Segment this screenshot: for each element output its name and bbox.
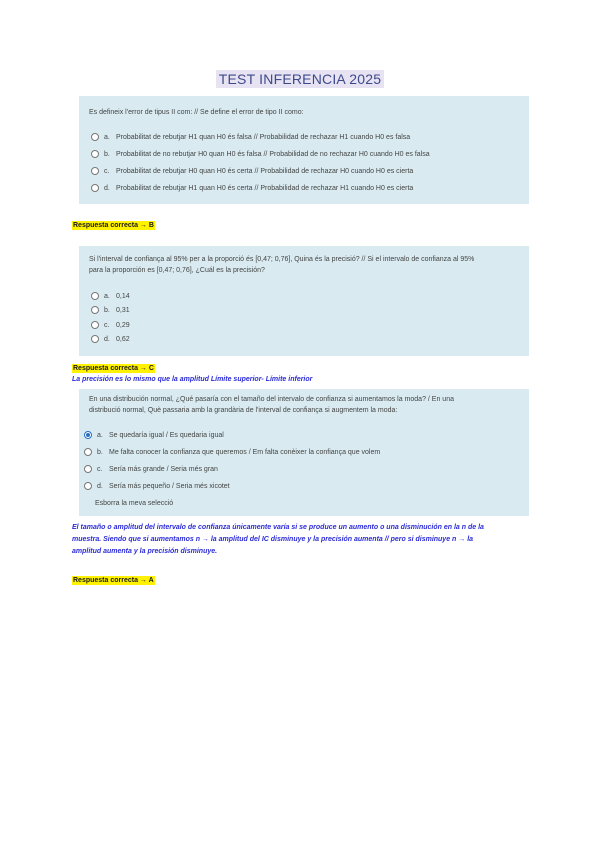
radio-icon[interactable] [84,448,92,456]
option-letter: c. [97,465,103,473]
option-text: Se quedaría igual / Es quedaria igual [109,431,224,439]
radio-icon[interactable] [91,321,99,329]
question-3-box [79,389,529,516]
radio-icon[interactable] [91,133,99,141]
option-text: 0,29 [116,321,130,329]
question-3-option-a[interactable] [84,430,224,440]
question-1-option-b[interactable] [91,149,430,159]
question-2-option-a[interactable] [91,291,130,301]
question-2-note: La precisión es lo mismo que la amplitud Límite superior- Límite inferior [72,376,313,383]
question-2-text-line1: Si l'interval de confiança al 95% per a la proporció és [0,47; 0,76], Quina és la precisió? // Si el intervalo de confianza al 95% [89,256,475,263]
radio-icon[interactable] [91,306,99,314]
option-text: Sería más pequeño / Seria més xicotet [109,482,230,490]
question-1-text: Es defineix l'error de tipus II com: // Se define el error de tipo II como: [89,109,304,116]
radio-icon[interactable] [91,184,99,192]
option-letter: d. [97,482,103,490]
option-letter: b. [104,150,110,158]
option-letter: c. [104,167,110,175]
question-3-note-line2: muestra. Siendo que si aumentamos n → la amplitud del IC disminuye y la precisión aumenta // pero si disminuye n → la [72,536,474,543]
question-2-answer: Respuesta correcta → C [73,365,154,372]
question-2-box [79,246,529,356]
question-3-answer: Respuesta correcta → A [73,577,154,584]
option-letter: b. [97,448,103,456]
question-1-option-c[interactable] [91,166,413,176]
question-3-option-c[interactable] [84,464,218,474]
option-letter: a. [104,292,110,300]
option-text: 0,14 [116,292,130,300]
question-1-option-d[interactable] [91,183,413,193]
question-3-option-b[interactable] [84,447,380,457]
question-3-text-line2: distribució normal, Què passaria amb la grandària de l'interval de confiança si augmentem la moda: [89,407,398,414]
question-2-option-b[interactable] [91,305,130,315]
page-title: TEST INFERENCIA 2025 [216,70,384,88]
question-2-option-d[interactable] [91,334,130,344]
option-letter: b. [104,306,110,314]
question-2-option-c[interactable] [91,320,130,330]
radio-icon[interactable] [91,292,99,300]
question-3-text-line1: En una distribución normal, ¿Qué pasaría con el tamaño del intervalo de confianza si aumentamos la moda? / En una [89,396,454,403]
radio-icon[interactable] [91,167,99,175]
option-text: Probabilitat de rebutjar H1 quan H0 és certa // Probabilidad de rechazar H1 cuando H0 es cierta [116,184,414,192]
radio-icon[interactable] [84,465,92,473]
option-letter: a. [104,133,110,141]
radio-icon[interactable] [84,482,92,490]
option-text: Probabilitat de no rebutjar H0 quan H0 és falsa // Probabilidad de no rechazar H0 cuando H0 es falsa [116,150,430,158]
question-1-box [79,96,529,204]
option-letter: d. [104,184,110,192]
radio-selected-icon[interactable] [84,431,92,439]
question-1-option-a[interactable] [91,132,410,142]
question-3-note-line3: amplitud aumenta y la precisión disminuye. [72,548,218,555]
radio-icon[interactable] [91,335,99,343]
option-letter: c. [104,321,110,329]
option-text: Sería más grande / Seria més gran [109,465,218,473]
radio-icon[interactable] [91,150,99,158]
option-letter: a. [97,431,103,439]
option-text: Me falta conocer la confianza que queremos / Em falta conèixer la confiança que volem [109,448,381,456]
title-wrapper [0,70,600,89]
question-3-text [89,394,454,416]
question-2-text [89,254,474,276]
question-1-answer: Respuesta correcta → B [73,222,154,229]
option-text: 0,62 [116,335,130,343]
option-text: 0,31 [116,306,130,314]
clear-selection-link[interactable]: Esborra la meva selecció [95,500,174,507]
question-3-note [72,522,484,558]
option-letter: d. [104,335,110,343]
option-text: Probabilitat de rebutjar H1 quan H0 és falsa // Probabilidad de rechazar H1 cuando H0 es falsa [116,133,411,141]
question-3-note-line1: El tamaño o amplitud del intervalo de confianza únicamente varía si se produce un aumento o una disminución en la n de la [72,524,484,531]
question-2-text-line2: para la proporción es [0,47; 0,76], ¿Cuál es la precisión? [89,267,265,274]
option-text: Probabilitat de rebutjar H0 quan H0 és certa // Probabilidad de rechazar H0 cuando H0 es cierta [116,167,414,175]
question-3-option-d[interactable] [84,481,230,491]
